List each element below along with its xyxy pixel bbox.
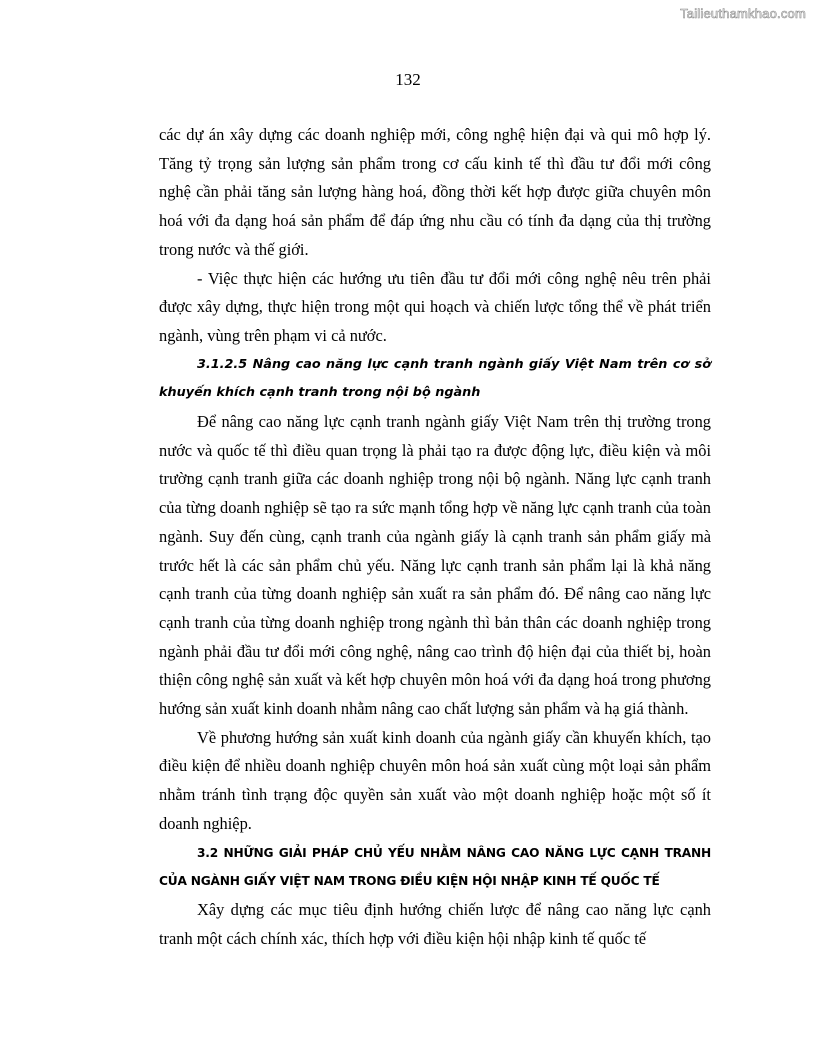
paragraph-bullet: - Việc thực hiện các hướng ưu tiên đầu tư đổi mới công nghệ nêu trên phải được xây dựng, thực hiện trong một qui hoạch và chiến lược tổng thể về phát triển ngành, vùng trên phạm vi cả nước. xyxy=(159,268,711,345)
section-heading-3-1-2-5: 3.1.2.5 Nâng cao năng lực cạnh tranh ngành giấy Việt Nam trên cơ sở khuyến khích cạnh tranh trong nội bộ ngành xyxy=(159,356,711,401)
paragraph-body: Xây dựng các mục tiêu định hướng chiến lược để nâng cao năng lực cạnh tranh một cách chính xác, thích hợp với điều kiện hội nhập kinh tế quốc tế xyxy=(159,899,711,948)
paragraph-body: Để nâng cao năng lực cạnh tranh ngành giấy Việt Nam trên thị trường trong nước và quốc tế thì điều quan trọng là phải tạo ra được động lực, điều kiện và môi trường cạnh tranh giữa các doanh nghiệp trong nội bộ ngành. Năng lực cạnh tranh của từng doanh nghiệp sẽ tạo ra sức mạnh tổng hợp về năng lực cạnh tranh của toàn ngành. Suy đến cùng, cạnh tranh của ngành giấy là cạnh tranh sản phẩm giấy mà trước hết là các sản phẩm chủ yếu. Năng lực cạnh tranh sản phẩm lại là khả năng cạnh tranh của từng doanh nghiệp sản xuất ra sản phẩm đó. Để nâng cao năng lực cạnh tranh của từng doanh nghiệp trong ngành thì bản thân các doanh nghiệp trong ngành phải đầu tư đổi mới công nghệ, nâng cao trình độ hiện đại của thiết bị, hoàn thiện công nghệ sản xuất và kết hợp chuyên môn hoá với đa dạng hoá trong phương hướng sản xuất kinh doanh nhằm nâng cao chất lượng sản phẩm và hạ giá thành. xyxy=(159,412,711,719)
paragraph-continuation: các dự án xây dựng các doanh nghiệp mới, công nghệ hiện đại và qui mô hợp lý. Tăng tỷ trọng sản lượng sản phẩm trong cơ cấu kinh tế thì đầu tư đổi mới công nghệ cần phải tăng sản lượng hàng hoá, đồng thời kết hợp được giữa chuyên môn hoá với đa dạng hoá sản phẩm để đáp ứng nhu cầu có tính đa dạng của thị trường trong nước và thế giới. xyxy=(159,125,711,259)
watermark-text: Tailieuthamkhao.com xyxy=(680,6,806,21)
page-number: 132 xyxy=(395,70,421,89)
document-body xyxy=(159,121,711,953)
paragraph-body: Về phương hướng sản xuất kinh doanh của ngành giấy cần khuyến khích, tạo điều kiện để nhiều doanh nghiệp chuyên môn hoá sản xuất cùng một loại sản phẩm nhằm tránh tình trạng độc quyền sản xuất vào một doanh nghiệp hoặc một số ít doanh nghiệp. xyxy=(159,727,711,833)
section-heading-3-2: 3.2 NHỮNG GIẢI PHÁP CHỦ YẾU NHẰM NÂNG CAO NĂNG LỰC CẠNH TRANH CỦA NGÀNH GIẤY VIỆT NAM TRONG ĐIỀU KIỆN HỘI NHẬP KINH TẾ QUỐC TẾ xyxy=(159,845,711,889)
